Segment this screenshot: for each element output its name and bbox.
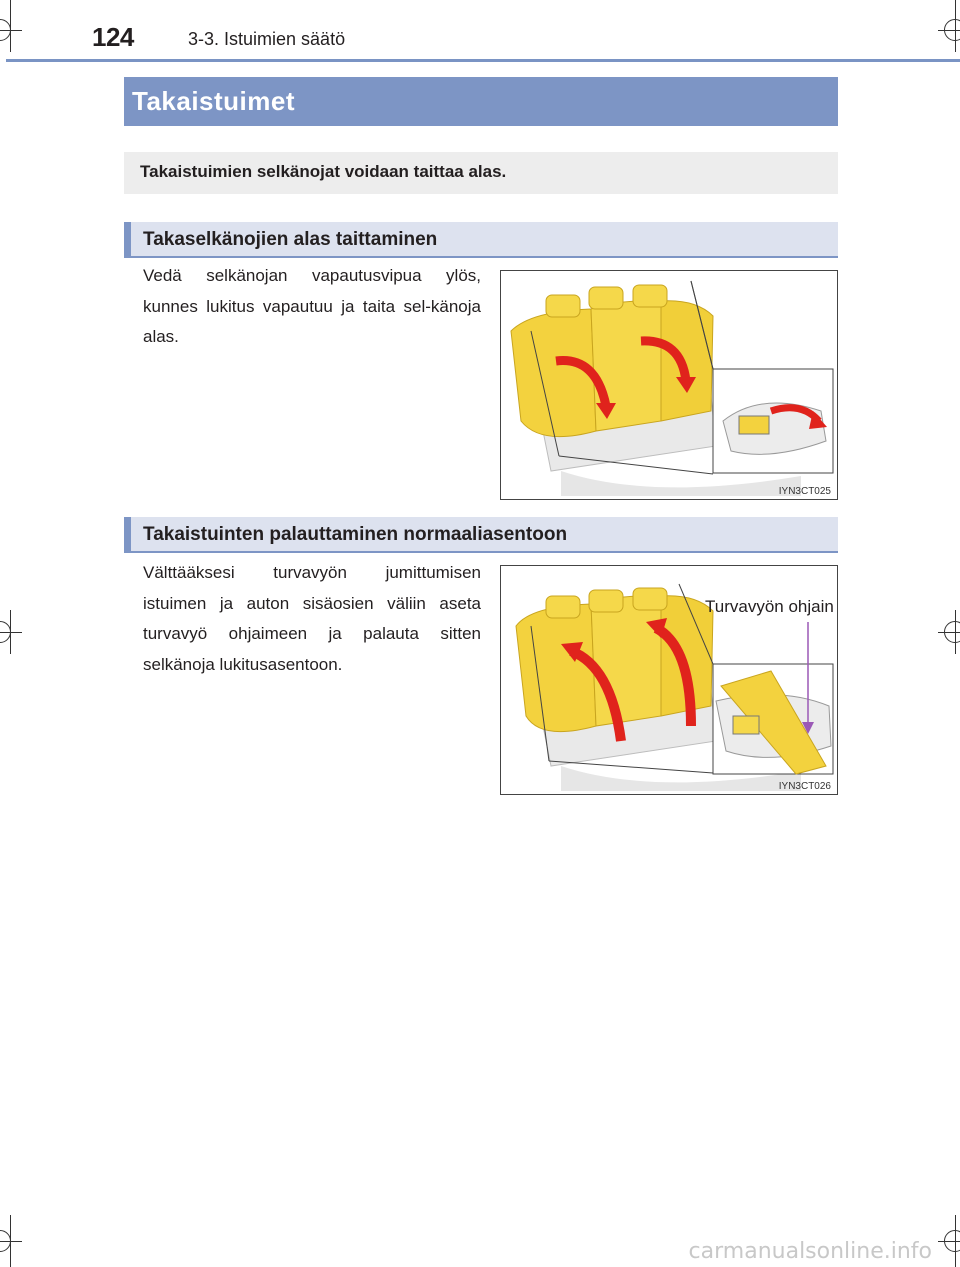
- subheading-fold-down: [124, 222, 838, 258]
- section-label: 3-3. Istuimien säätö: [188, 29, 346, 49]
- subheading-restore: [124, 517, 838, 553]
- intro-box: [124, 152, 838, 194]
- intro-text: Takaistuimien selkänojat voidaan taittaa alas.: [140, 162, 507, 181]
- fold-down-instructions: Vedä selkänojan vapautusvipua ylös, kunnes lukitus vapautuu ja taita sel-känoja alas.: [143, 266, 481, 346]
- page-title: Takaistuimet: [132, 86, 296, 116]
- figure-code-1: IYN3CT025: [778, 486, 831, 497]
- title-bar: [124, 77, 838, 126]
- fold-down-illustration: [500, 270, 838, 500]
- page-number: 124: [92, 22, 134, 52]
- restore-illustration: [500, 565, 838, 795]
- restore-instructions: Välttääksesi turvavyön jumittumisen istuimen ja auton sisäosien väliin aseta turvavyö ohjaimeen ja palauta sitten selkänoja lukitusasentoon.: [143, 563, 481, 674]
- subheading-fold-down-label: Takaselkänojien alas taittaminen: [143, 229, 438, 250]
- subheading-restore-label: Takaistuinten palauttaminen normaaliasentoon: [143, 524, 568, 545]
- figure-code-2: IYN3CT026: [778, 781, 831, 792]
- watermark: carmanualsonline.info: [688, 1239, 932, 1264]
- header-rule: [6, 59, 960, 62]
- seatbelt-guide-callout: Turvavyön ohjain: [705, 597, 834, 616]
